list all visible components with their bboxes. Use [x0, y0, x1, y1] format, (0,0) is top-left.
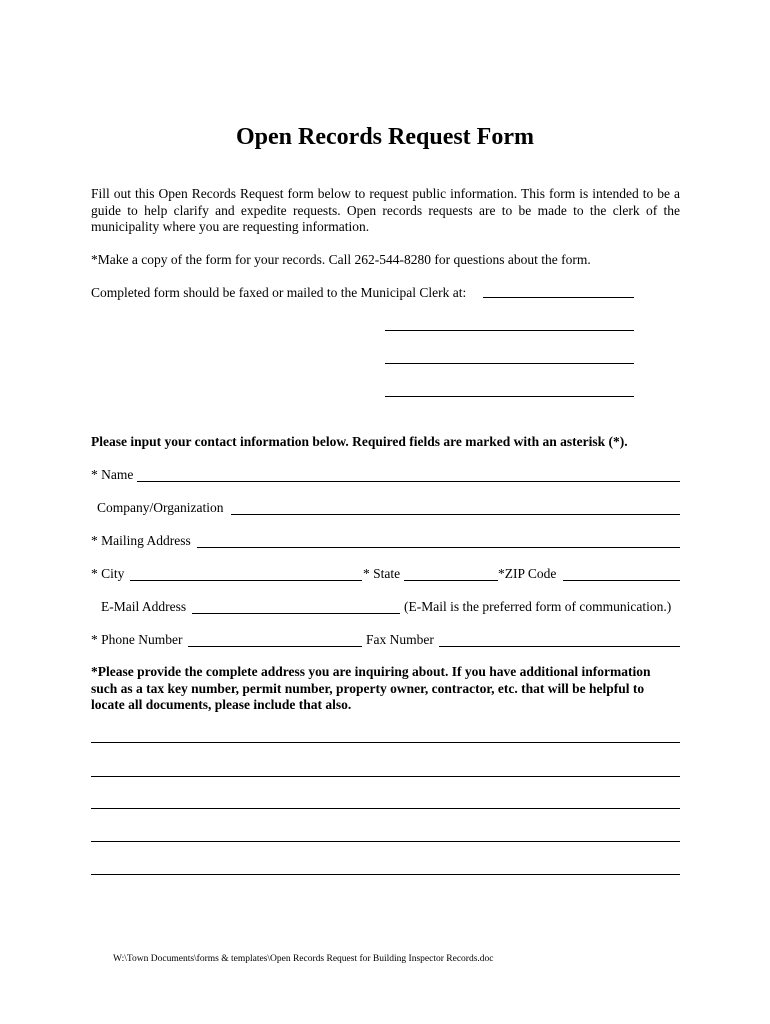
zip-label: *ZIP Code: [498, 566, 557, 581]
mailing-address-label: * Mailing Address: [91, 533, 191, 548]
fax-label: Fax Number: [366, 632, 434, 647]
address-instructions: *Please provide the complete address you are inquiring about. If you have additional information such as a tax key number, permit number, property owner, contractor, etc. that will be helpful to locate all documents, please include that also.: [91, 664, 651, 712]
phone-field[interactable]: [188, 646, 362, 647]
mailing-address-field[interactable]: [197, 547, 680, 548]
clerk-address-line-1[interactable]: [483, 297, 634, 298]
name-label: * Name: [91, 467, 134, 482]
copy-note: *Make a copy of the form for your records. Call 262-544-8280 for questions about the form.: [91, 252, 591, 267]
footer-file-path: W:\Town Documents\forms & templates\Open Records Request for Building Inspector Records.doc: [113, 954, 494, 964]
address-answer-line-4[interactable]: [91, 841, 680, 842]
company-label: Company/Organization: [97, 500, 224, 515]
clerk-address-line-2[interactable]: [385, 330, 634, 331]
address-answer-line-3[interactable]: [91, 808, 680, 809]
clerk-address-line-3[interactable]: [385, 363, 634, 364]
city-field[interactable]: [130, 580, 362, 581]
email-label: E-Mail Address: [101, 599, 187, 614]
email-field[interactable]: [192, 613, 400, 614]
phone-label: * Phone Number: [91, 632, 183, 647]
state-label: * State: [363, 566, 401, 581]
zip-field[interactable]: [563, 580, 680, 581]
address-answer-line-2[interactable]: [91, 776, 680, 777]
intro-paragraph: Fill out this Open Records Request form below to request public information. This form is intended to be a guide to help clarify and expedite requests. Open records requests are to be made to the clerk of the municipality where you are requesting information.: [91, 186, 680, 234]
state-field[interactable]: [404, 580, 498, 581]
email-note: (E-Mail is the preferred form of communication.): [404, 599, 672, 614]
name-field[interactable]: [137, 481, 680, 482]
fax-field[interactable]: [439, 646, 680, 647]
mail-note: Completed form should be faxed or mailed to the Municipal Clerk at:: [91, 285, 467, 300]
clerk-address-line-4[interactable]: [385, 396, 634, 397]
city-label: * City: [91, 566, 125, 581]
address-answer-line-1[interactable]: [91, 742, 680, 743]
company-field[interactable]: [231, 514, 680, 515]
contact-heading: Please input your contact information below. Required fields are marked with an asterisk (*).: [91, 434, 628, 449]
page-title: Open Records Request Form: [236, 124, 534, 150]
address-answer-line-5[interactable]: [91, 874, 680, 875]
